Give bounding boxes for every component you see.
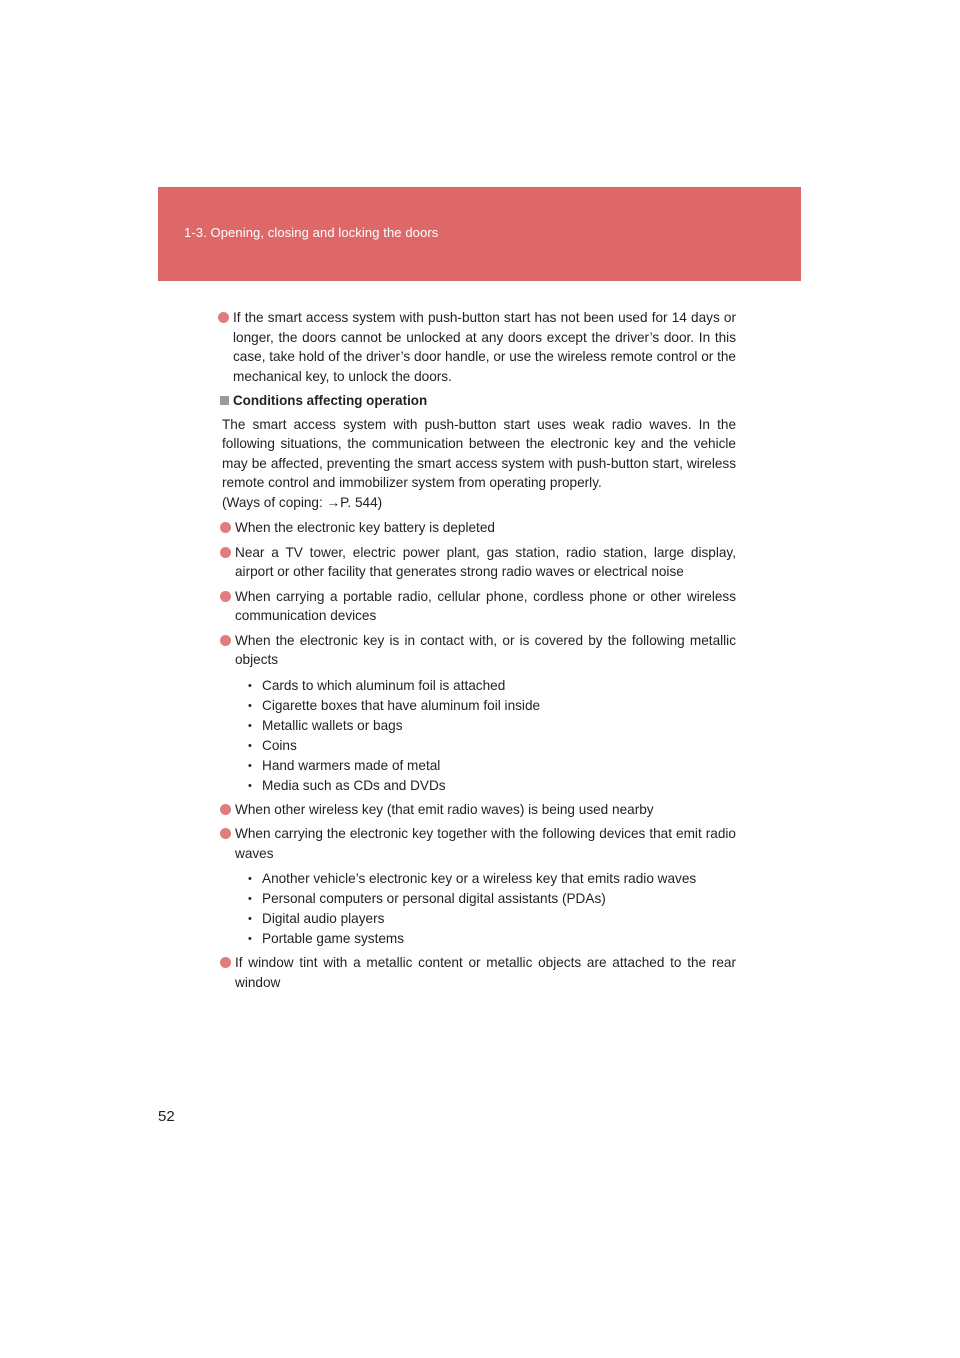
list-item-text: When other wireless key (that emit radio waves) is being used nearby xyxy=(235,801,654,817)
bullet-dot-icon xyxy=(220,828,231,839)
sub-list-item: • Portable game systems xyxy=(248,929,736,949)
section-header-band xyxy=(158,187,801,281)
list-item-text: When the electronic key battery is depleted xyxy=(235,520,495,535)
list-item-text: When the electronic key is in contact with, or is covered by the following metallic objects xyxy=(235,632,736,667)
bullet-dot-icon xyxy=(220,957,231,968)
sub-list-item: • Another vehicle’s electronic key or a wireless key that emits radio waves xyxy=(248,869,736,889)
list-item-text: Near a TV tower, electric power plant, gas station, radio station, large display, airport or other facility that generates strong radio waves or electrical noise xyxy=(235,544,736,579)
list-item xyxy=(220,631,736,670)
section-heading-text: Conditions affecting operation xyxy=(233,393,428,408)
bullet-dot-icon xyxy=(220,804,231,815)
metallic-objects-list xyxy=(220,676,736,796)
bullet-dot-icon xyxy=(218,312,229,323)
list-item-text: If the smart access system with push-button start has not been used for 14 days or longer, the doors cannot be unlocked at any doors except the driver’s door. In this case, take hold of the driver’s door handle, or use the wireless remote control or the mechanical key, to unlock the doors. xyxy=(233,310,736,384)
list-item-text: If window tint with a metallic content or metallic objects are attached to the rear window xyxy=(235,955,736,990)
square-bullet-icon xyxy=(220,396,229,405)
intro-text: The smart access system with push-button start uses weak radio waves. In the following situations, the communication between the electronic key and the vehicle may be affected, preventing the smart access system with push-button start, wireless remote control and immobilizer system from operating properly. xyxy=(222,416,736,490)
sub-list-item: • Cards to which aluminum foil is attached xyxy=(248,676,736,696)
bullet-dot-icon xyxy=(220,547,231,558)
list-item xyxy=(218,308,736,386)
list-item xyxy=(220,800,736,820)
sub-list-item: • Cigarette boxes that have aluminum foil inside xyxy=(248,696,736,716)
list-item xyxy=(220,824,736,863)
intro-paragraph xyxy=(220,415,736,513)
sub-list-item: • Personal computers or personal digital assistants (PDAs) xyxy=(248,889,736,909)
section-title: 1-3. Opening, closing and locking the doors xyxy=(184,225,439,240)
bullet-dot-icon xyxy=(220,522,231,533)
list-item-text: When carrying a portable radio, cellular phone, cordless phone or other wireless communication devices xyxy=(235,588,736,623)
sub-list-item: • Digital audio players xyxy=(248,909,736,929)
coping-reference: (Ways of coping: →P. 544) xyxy=(222,494,383,510)
page-content xyxy=(218,308,736,997)
list-item xyxy=(220,543,736,582)
page-number: 52 xyxy=(158,1108,175,1125)
radio-devices-list xyxy=(220,869,736,949)
conditions-section xyxy=(218,391,736,992)
list-item-text: When carrying the electronic key together with the following devices that emit radio waves xyxy=(235,826,736,861)
sub-list-item: • Hand warmers made of metal xyxy=(248,756,736,776)
sub-list-item: • Media such as CDs and DVDs xyxy=(248,776,736,796)
sub-list-item: • Coins xyxy=(248,736,736,756)
sub-list-item: • Metallic wallets or bags xyxy=(248,716,736,736)
bullet-dot-icon xyxy=(220,635,231,646)
list-item xyxy=(220,953,736,992)
section-heading xyxy=(220,391,736,411)
list-item xyxy=(220,587,736,626)
bullet-dot-icon xyxy=(220,591,231,602)
list-item xyxy=(220,518,736,538)
